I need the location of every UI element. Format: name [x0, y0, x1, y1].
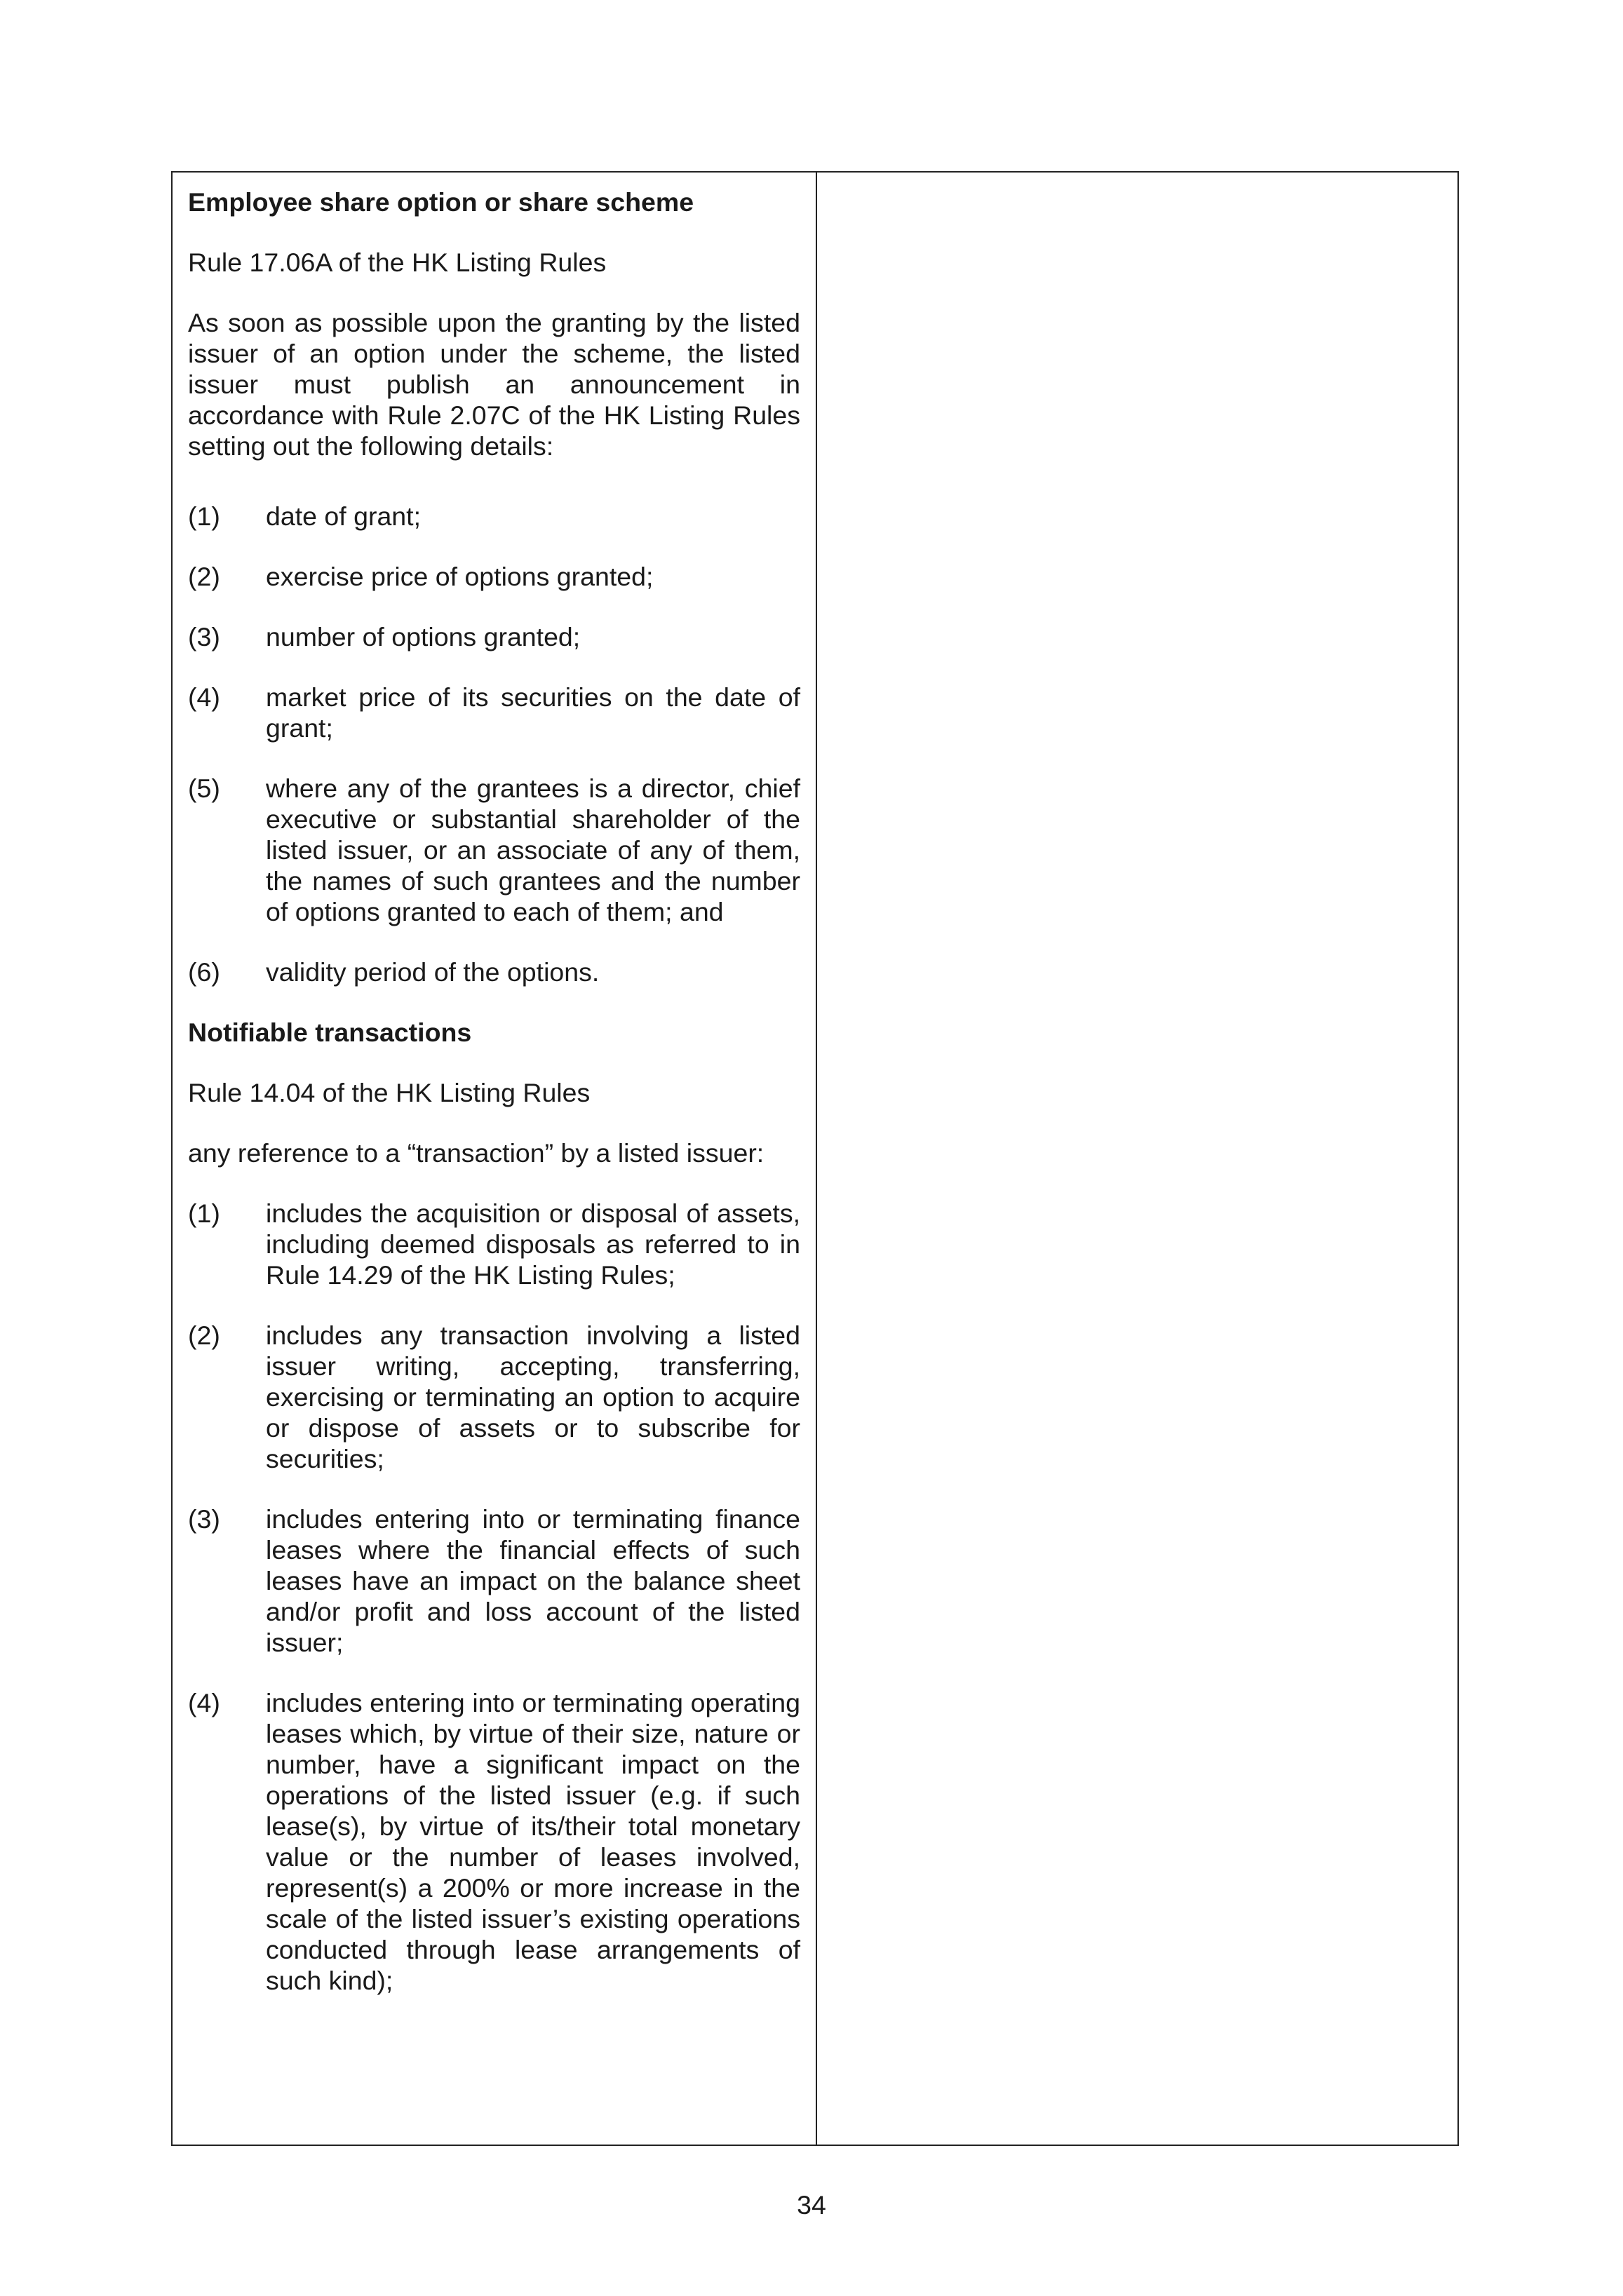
list-item	[188, 1504, 800, 1658]
list-item	[188, 957, 800, 987]
section-heading-share-scheme: Employee share option or share scheme	[188, 187, 694, 217]
rule-reference: Rule 14.04 of the HK Listing Rules	[188, 1078, 591, 1107]
list-item	[188, 621, 800, 652]
list-item-number: (1)	[188, 501, 220, 531]
list-item-number: (2)	[188, 562, 220, 591]
rules-table	[171, 171, 1459, 2146]
list-item-text: includes entering into or terminating operating leases which, by virtue of their size, nature or number, have a significant impact on the operations of the listed issuer (e.g. if such lease(s), by virtue of its/their total monetary value or the number of leases involved, represent(s) a 200% or more increase in the scale of the listed issuer’s existing operations conducted through lease arrangements of such kind);	[266, 1688, 800, 1995]
list-item	[188, 1320, 800, 1474]
list-item-text: includes entering into or terminating finance leases where the financial effects of such leases have an impact on the balance sheet and/or profit and loss account of the listed issuer;	[266, 1504, 800, 1657]
list-item-number: (1)	[188, 1198, 220, 1228]
list-item-number: (5)	[188, 774, 220, 803]
list-item-text: validity period of the options.	[266, 957, 600, 987]
list-item-text: exercise price of options granted;	[266, 562, 654, 591]
list-item	[188, 1687, 800, 1996]
page-number: 34	[797, 2190, 826, 2220]
list-item-text: includes the acquisition or disposal of assets, including deemed disposals as referred to in Rule 14.29 of the HK Listing Rules;	[266, 1198, 800, 1290]
list-item-number: (6)	[188, 957, 220, 987]
list-item-number: (4)	[188, 682, 220, 712]
column-divider	[816, 173, 817, 2145]
intro-paragraph: any reference to a “transaction” by a listed issuer:	[188, 1138, 765, 1168]
rule-reference: Rule 17.06A of the HK Listing Rules	[188, 248, 607, 277]
details-list	[188, 501, 800, 987]
list-item-text: market price of its securities on the date of grant;	[266, 682, 800, 743]
list-item-number: (3)	[188, 622, 220, 651]
list-item	[188, 773, 800, 927]
left-column	[188, 187, 800, 2025]
intro-paragraph: As soon as possible upon the granting by the listed issuer of an option under the scheme, the listed issuer must publish an announcement in accordance with Rule 2.07C of the HK Listing Rules setting out the following details:	[188, 308, 800, 461]
transaction-list	[188, 1198, 800, 1996]
list-item	[188, 1198, 800, 1290]
list-item-number: (4)	[188, 1688, 220, 1717]
list-item	[188, 561, 800, 592]
list-item	[188, 682, 800, 743]
list-item	[188, 501, 800, 532]
list-item-text: date of grant;	[266, 501, 421, 531]
list-item-number: (3)	[188, 1504, 220, 1534]
section-heading-notifiable-transactions: Notifiable transactions	[188, 1018, 472, 1047]
list-item-text: number of options granted;	[266, 622, 581, 651]
list-item-text: includes any transaction involving a listed issuer writing, accepting, transferring, exercising or terminating an option to acquire or dispose of assets or to subscribe for securities;	[266, 1321, 800, 1473]
list-item-text: where any of the grantees is a director, chief executive or substantial shareholder of the listed issuer, or an associate of any of them, the names of such grantees and the number of options granted to each of them; and	[266, 774, 800, 926]
list-item-number: (2)	[188, 1321, 220, 1350]
